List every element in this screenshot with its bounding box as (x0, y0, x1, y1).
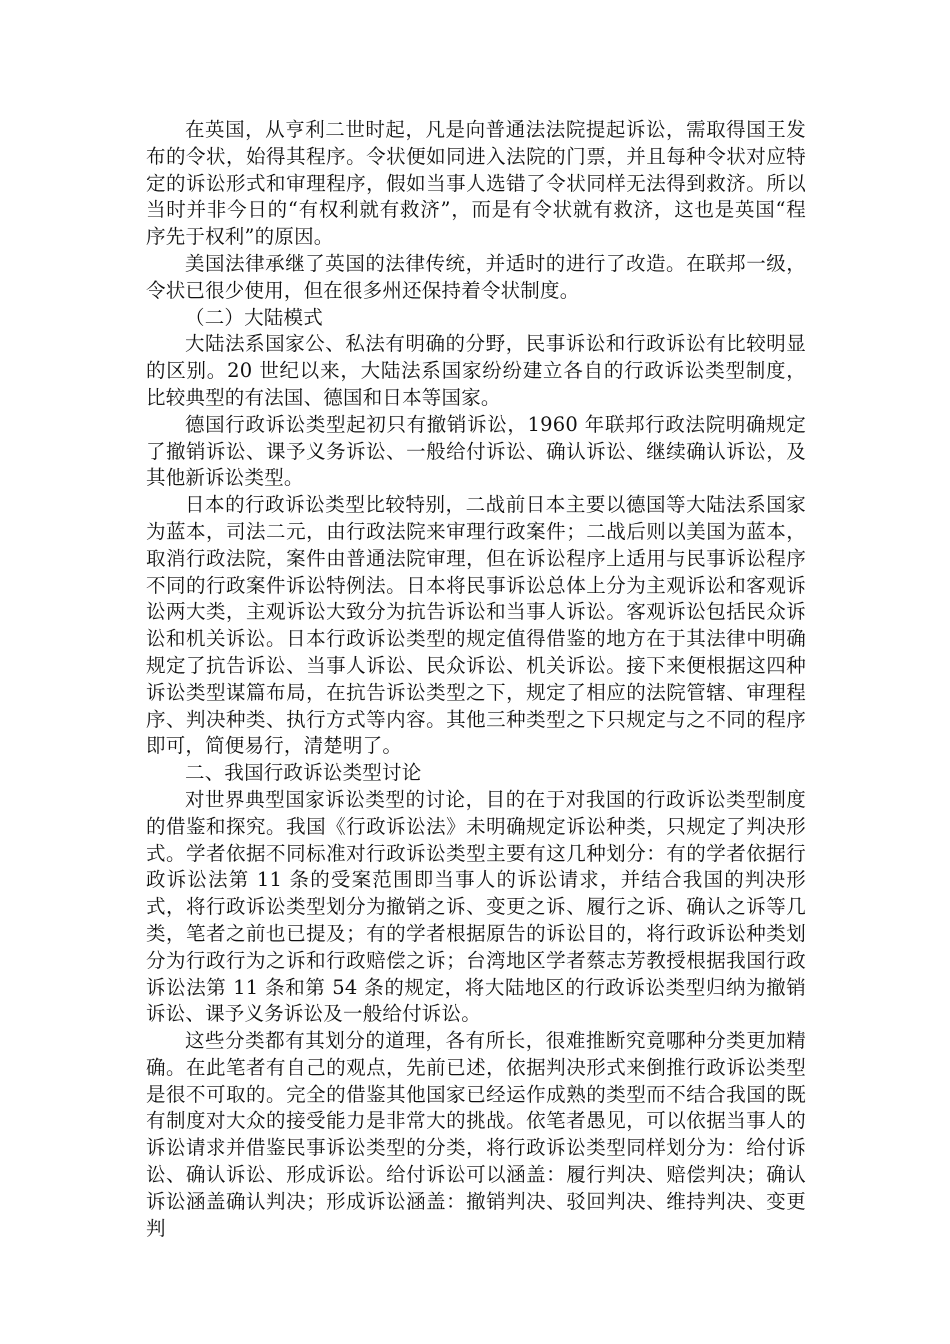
paragraph-author-view: 这些分类都有其划分的道理，各有所长，很难推断究竟哪种分类更加精确。在此笔者有自己的观点，先前已述，依据判决形式来倒推行政诉讼类型是很不可取的。完全的借鉴其他国家已经运作成熟的类型而不结合我国的既有制度对大众的接受能力是非常大的挑战。依笔者愚见，可以依据当事人的诉讼请求并借鉴民事诉讼类型的分类，将行政诉讼类型同样划分为：给付诉讼、确认诉讼、形成诉讼。给付诉讼可以涵盖：履行判决、赔偿判决；确认诉讼涵盖确认判决；形成诉讼涵盖：撤销判决、驳回判决、维持判决、变更判 (146, 1029, 806, 1240)
document-body (146, 117, 806, 1242)
paragraph-us-law: 美国法律承继了英国的法律传统，并适时的进行了改造。在联邦一级，令状已很少使用，但在很多州还保持着令状制度。 (146, 251, 806, 302)
heading-china-discussion: 二、我国行政诉讼类型讨论 (185, 761, 422, 785)
paragraph-continental-law: 大陆法系国家公、私法有明确的分野，民事诉讼和行政诉讼有比较明显的区别。20 世纪以来，大陆法系国家纷纷建立各自的行政诉讼类型制度，比较典型的有法国、德国和日本等国家。 (146, 332, 806, 409)
heading-continental-model: （二）大陆模式 (185, 305, 323, 329)
paragraph-china-types: 对世界典型国家诉讼类型的讨论，目的在于对我国的行政诉讼类型制度的借鉴和探究。我国《行政诉讼法》未明确规定诉讼种类，只规定了判决形式。学者依据不同标准对行政诉讼类型主要有这几种划分：有的学者依据行政诉讼法第 11 条的受案范围即当事人的诉讼请求，并结合我国的判决形式，将行政诉讼类型划分为撤销之诉、变更之诉、履行之诉、确认之诉等几类，笔者之前也已提及；有的学者根据原告的诉讼目的，将行政诉讼种类划分为行政行为之诉和行政赔偿之诉；台湾地区学者蔡志芳教授根据我国行政诉讼法第 11 条和第 54 条的规定，将大陆地区的行政诉讼类型归纳为撤销诉讼、课予义务诉讼及一般给付诉讼。 (146, 787, 806, 1026)
paragraph-japan: 日本的行政诉讼类型比较特别，二战前日本主要以德国等大陆法系国家为蓝本，司法二元，由行政法院来审理行政案件；二战后则以美国为蓝本，取消行政法院，案件由普通法院审理，但在诉讼程序上适用与民事诉讼程序不同的行政案件诉讼特例法。日本将民事诉讼总体上分为主观诉讼和客观诉讼两大类，主观诉讼大致分为抗告诉讼和当事人诉讼。客观诉讼包括民众诉讼和机关诉讼。日本行政诉讼类型的规定值得借鉴的地方在于其法律中明确规定了抗告诉讼、当事人诉讼、民众诉讼、机关诉讼。接下来便根据这四种诉讼类型谋篇布局，在抗告诉讼类型之下，规定了相应的法院管辖、审理程序、判决种类、执行方式等内容。其他三种类型之下只规定与之不同的程序即可，简便易行，清楚明了。 (146, 493, 806, 758)
paragraph-england-writ: 在英国，从亨利二世时起，凡是向普通法法院提起诉讼，需取得国王发布的令状，始得其程序。令状便如同进入法院的门票，并且每种令状对应特定的诉讼形式和审理程序，假如当事人选错了令状同样无法得到救济。所以当时并非今日的“有权利就有救济”，而是有令状就有救济，这也是英国“程序先于权利”的原因。 (146, 118, 806, 249)
paragraph-germany: 德国行政诉讼类型起初只有撤销诉讼，1960 年联邦行政法院明确规定了撤销诉讼、课予义务诉讼、一般给付诉讼、确认诉讼、继续确认诉讼，及其他新诉讼类型。 (146, 412, 806, 490)
